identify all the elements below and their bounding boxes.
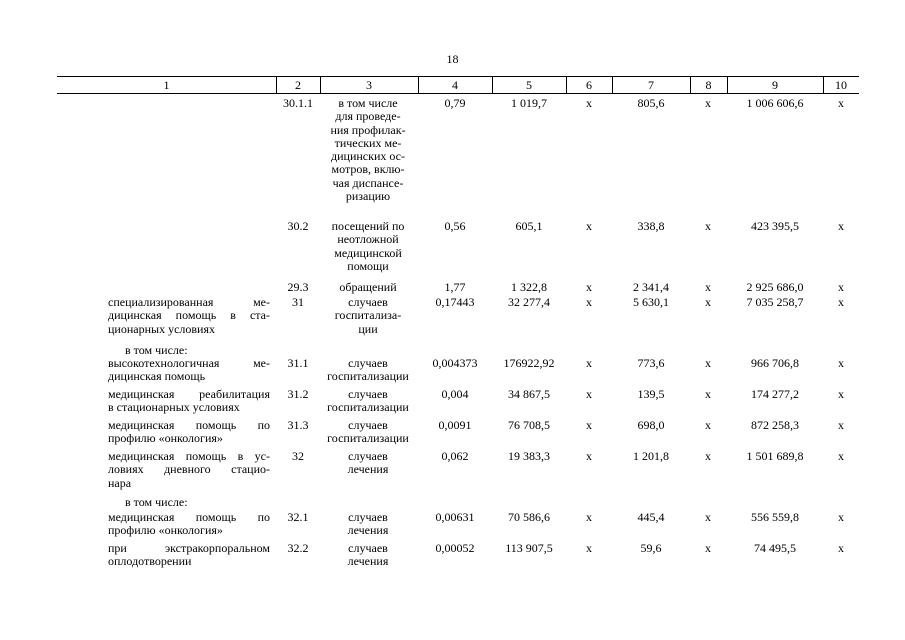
cell-code: 32.1 bbox=[287, 510, 309, 524]
unit-line: в том числе bbox=[338, 96, 398, 110]
unit-line: случаев bbox=[348, 295, 388, 309]
cell-col-8: x bbox=[705, 295, 711, 309]
header-col-10: 10 bbox=[835, 78, 847, 92]
cell-col-10: x bbox=[838, 295, 844, 309]
cell-col-10: x bbox=[838, 510, 844, 524]
name-line: медицинская реабилитация bbox=[108, 387, 270, 401]
cell-col-6: x bbox=[586, 295, 592, 309]
header-col-2: 2 bbox=[295, 78, 301, 92]
cell-col-6: x bbox=[586, 96, 592, 110]
cell-col-8: x bbox=[705, 96, 711, 110]
cell-col-7: 5 630,1 bbox=[633, 295, 669, 309]
unit-line: посещений по bbox=[331, 219, 405, 233]
cell-col-6: x bbox=[586, 418, 592, 432]
cell-col-9: 872 258,3 bbox=[751, 418, 799, 432]
unit-line: случаев bbox=[348, 449, 388, 463]
unit-line: госпитализа- bbox=[334, 308, 402, 323]
cell-unit bbox=[320, 419, 416, 446]
header-col-8: 8 bbox=[705, 78, 712, 92]
cell-unit bbox=[320, 281, 416, 294]
header-col-7: 7 bbox=[648, 78, 654, 92]
cell-col-6: x bbox=[586, 510, 592, 524]
unit-line: тических ме- bbox=[334, 135, 402, 150]
name-line: медицинская помощь в ус- bbox=[108, 449, 270, 463]
unit-line: случаев bbox=[348, 541, 388, 555]
cell-col-5: 70 586,6 bbox=[508, 510, 550, 524]
unit-line: ния профилак- bbox=[330, 122, 406, 137]
unit-line: дицинских ос- bbox=[331, 149, 405, 164]
cell-code: 31.2 bbox=[287, 387, 309, 401]
cell-col-10: x bbox=[838, 418, 844, 432]
cell-col-10: x bbox=[838, 219, 844, 233]
unit-line: случаев bbox=[348, 418, 388, 432]
cell-col-6: x bbox=[586, 219, 592, 233]
cell-col-8: x bbox=[705, 356, 711, 370]
unit-line: для проведе- bbox=[335, 109, 401, 124]
cell-code: 32 bbox=[292, 449, 304, 463]
cell-col-4: 0,062 bbox=[441, 449, 469, 463]
cell-col-10: x bbox=[838, 280, 844, 294]
name-line: дицинская помощь bbox=[108, 369, 206, 384]
unit-line: случаев bbox=[348, 510, 388, 524]
cell-unit bbox=[320, 450, 416, 477]
name-line: дицинская помощь в ста- bbox=[108, 308, 270, 323]
cell-col-8: x bbox=[705, 541, 711, 555]
name-line: медицинская помощь по bbox=[108, 418, 270, 432]
header-col-3: 3 bbox=[366, 78, 372, 92]
cell-col-7: 805,6 bbox=[637, 96, 665, 110]
cell-col-7: 445,4 bbox=[637, 510, 665, 524]
cell-name bbox=[108, 357, 270, 384]
name-line: ционарных условиях bbox=[108, 321, 215, 336]
cell-col-7: 1 201,8 bbox=[633, 449, 669, 463]
cell-col-4: 0,79 bbox=[444, 96, 466, 110]
cell-col-4: 0,004 bbox=[441, 387, 469, 401]
unit-line: лечения bbox=[347, 462, 389, 477]
cell-col-6: x bbox=[586, 280, 592, 294]
cell-name bbox=[108, 419, 270, 446]
unit-line: обращений bbox=[339, 280, 397, 294]
cell-col-5: 1 322,8 bbox=[511, 280, 547, 294]
cell-col-4: 0,00052 bbox=[435, 541, 475, 555]
cell-col-9: 556 559,8 bbox=[751, 510, 799, 524]
header-col-1: 1 bbox=[163, 78, 170, 92]
cell-col-5: 605,1 bbox=[515, 219, 543, 233]
cell-name bbox=[108, 542, 270, 569]
name-line: профилю «онкология» bbox=[108, 431, 223, 446]
unit-line: лечения bbox=[347, 554, 389, 569]
cell-unit bbox=[320, 97, 416, 203]
cell-col-4: 1,77 bbox=[444, 280, 466, 294]
cell-unit bbox=[320, 542, 416, 569]
name-line: при экстракорпоральном bbox=[108, 541, 270, 555]
cell-code: 31 bbox=[292, 295, 304, 309]
cell-col-5: 32 277,4 bbox=[508, 295, 550, 309]
cell-name bbox=[108, 296, 270, 336]
cell-col-5: 176922,92 bbox=[503, 356, 555, 370]
cell-col-9: 2 925 686,0 bbox=[746, 280, 804, 294]
cell-col-9: 174 277,2 bbox=[751, 387, 799, 401]
cell-col-6: x bbox=[586, 541, 592, 555]
cell-col-4: 0,00631 bbox=[435, 510, 475, 524]
unit-line: чая диспансе- bbox=[332, 175, 404, 190]
header-col-9: 9 bbox=[772, 78, 778, 92]
name-line: ловиях дневного стацио- bbox=[108, 462, 270, 477]
cell-col-10: x bbox=[838, 541, 844, 555]
cell-name bbox=[108, 388, 270, 415]
header-col-4: 4 bbox=[452, 78, 458, 92]
subheading-text: в том числе: bbox=[125, 495, 188, 509]
unit-line: лечения bbox=[347, 523, 389, 538]
cell-unit bbox=[320, 220, 416, 273]
cell-col-10: x bbox=[838, 356, 844, 370]
cell-col-10: x bbox=[838, 387, 844, 401]
page-number: 18 bbox=[446, 52, 459, 66]
name-line: профилю «онкология» bbox=[108, 523, 223, 538]
cell-col-8: x bbox=[705, 449, 711, 463]
cell-name bbox=[108, 511, 270, 538]
cell-col-9: 966 706,8 bbox=[751, 356, 799, 370]
cell-col-4: 0,17443 bbox=[435, 295, 475, 309]
cell-col-8: x bbox=[705, 280, 711, 294]
name-line: в стационарных условиях bbox=[108, 400, 240, 415]
cell-col-7: 59,6 bbox=[640, 541, 662, 555]
cell-col-5: 76 708,5 bbox=[508, 418, 550, 432]
cell-unit bbox=[320, 511, 416, 538]
cell-col-4: 0,004373 bbox=[432, 356, 478, 370]
cell-col-9: 423 395,5 bbox=[751, 219, 799, 233]
name-line: медицинская помощь по bbox=[108, 510, 270, 524]
cell-col-6: x bbox=[586, 356, 592, 370]
cell-col-7: 698,0 bbox=[637, 418, 665, 432]
cell-code: 32.2 bbox=[287, 541, 309, 555]
cell-col-7: 2 341,4 bbox=[633, 280, 669, 294]
cell-col-4: 0,0091 bbox=[438, 418, 472, 432]
cell-code: 31.1 bbox=[287, 356, 309, 370]
cell-col-10: x bbox=[838, 96, 844, 110]
cell-code: 31.3 bbox=[287, 418, 309, 432]
unit-line: ции bbox=[358, 321, 378, 336]
cell-unit bbox=[320, 296, 416, 336]
unit-line: госпитализации bbox=[327, 369, 409, 384]
unit-line: госпитализации bbox=[327, 431, 409, 446]
unit-line: медицинской bbox=[334, 245, 402, 260]
cell-col-7: 139,5 bbox=[637, 387, 665, 401]
cell-col-7: 338,8 bbox=[637, 219, 665, 233]
cell-col-5: 19 383,3 bbox=[508, 449, 550, 463]
cell-col-5: 34 867,5 bbox=[508, 387, 550, 401]
cell-unit bbox=[320, 388, 416, 415]
unit-line: ризацию bbox=[345, 189, 391, 204]
cell-col-8: x bbox=[705, 418, 711, 432]
cell-col-4: 0,56 bbox=[444, 219, 466, 233]
cell-col-9: 1 501 689,8 bbox=[746, 449, 804, 463]
cell-col-8: x bbox=[705, 510, 711, 524]
cell-col-7: 773,6 bbox=[637, 356, 665, 370]
cell-col-6: x bbox=[586, 387, 592, 401]
cell-col-8: x bbox=[705, 387, 711, 401]
cell-code: 30.1.1 bbox=[283, 96, 313, 110]
cell-col-9: 1 006 606,6 bbox=[746, 96, 804, 110]
name-line: оплодотворении bbox=[108, 554, 192, 569]
cell-col-10: x bbox=[838, 449, 844, 463]
unit-line: помощи bbox=[347, 258, 389, 273]
subheading-cell bbox=[108, 496, 270, 509]
cell-col-8: x bbox=[705, 219, 711, 233]
unit-line: госпитализации bbox=[327, 400, 409, 415]
cell-code: 30.2 bbox=[287, 219, 309, 233]
unit-line: неотложной bbox=[337, 232, 399, 247]
header-col-5: 5 bbox=[526, 78, 532, 92]
cell-code: 29.3 bbox=[287, 280, 309, 294]
name-line: нара bbox=[108, 475, 132, 490]
cell-col-5: 1 019,7 bbox=[511, 96, 547, 110]
unit-line: мотров, вклю- bbox=[331, 162, 405, 177]
cell-col-6: x bbox=[586, 449, 592, 463]
subheading-text: в том числе: bbox=[125, 343, 188, 357]
cell-unit bbox=[320, 357, 416, 384]
header-col-6: 6 bbox=[586, 78, 592, 92]
name-line: специализированная ме- bbox=[108, 295, 270, 309]
name-line: высокотехнологичная ме- bbox=[108, 356, 270, 370]
unit-line: случаев bbox=[348, 387, 388, 401]
cell-col-5: 113 907,5 bbox=[505, 541, 553, 555]
cell-col-9: 7 035 258,7 bbox=[746, 295, 804, 309]
cell-name bbox=[108, 450, 270, 490]
unit-line: случаев bbox=[348, 356, 388, 370]
cell-col-9: 74 495,5 bbox=[754, 541, 796, 555]
